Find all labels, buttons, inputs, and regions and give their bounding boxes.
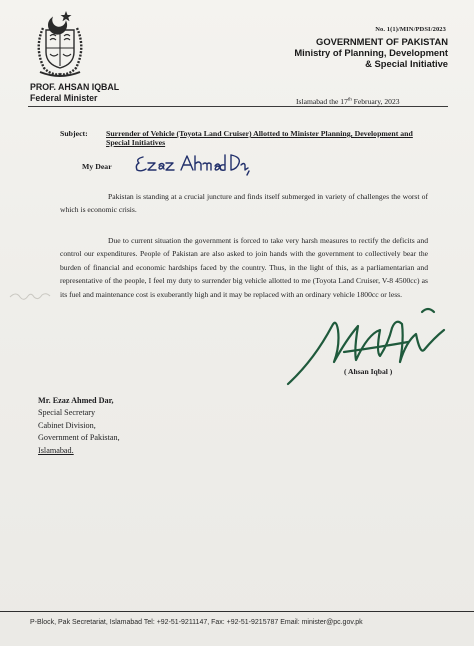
reference-number: No. 1(1)/MIN/PDSI/2023 <box>375 26 446 33</box>
salutation-label: My Dear <box>82 162 112 171</box>
letter-date: Islamabad the 17th February, 2023 <box>296 97 400 106</box>
minister-block <box>30 82 119 104</box>
footer-contact: P-Block, Pak Secretariat, Islamabad Tel: +92-51-9211147, Fax: +92-51-9215787 Email: minister@pc.gov.pk <box>30 619 363 626</box>
addressee-name: Mr. Ezaz Ahmed Dar, <box>38 396 114 405</box>
addressee-block <box>38 395 120 457</box>
body-paragraph-2: Due to current situation the government is forced to take very harsh measures to rectify the deficits and control our expenditures. People of Pakistan are also asked to join hands with the government to collectively bear the burden of financial and economic hardships faced by the country. Thus, in the light of this, as a parliamentarian and representative of the people, I feel my duty to surrender big vehicle allotted to me (Toyota Land Cruiser, V-8 4500cc) as its fuel and maintenance cost is exuberantly high and it may be replaced with an ordinary vehicle 1800cc or less. <box>60 235 428 299</box>
footer-divider <box>0 611 474 612</box>
ministry-heading <box>294 36 448 69</box>
addressee-city: Islamabad. <box>38 445 74 455</box>
body-paragraph-1: Pakistan is standing at a crucial juncture and finds itself submerged in variety of challenges the worst of which is economic crisis. <box>60 191 428 215</box>
signatory-name: ( Ahsan Iqbal ) <box>344 367 393 376</box>
addressee-government: Government of Pakistan, <box>38 433 120 443</box>
addressee-designation: Special Secretary <box>38 408 96 418</box>
minister-title: Federal Minister <box>30 93 98 103</box>
subject-label: Subject: <box>60 129 88 138</box>
ministry-line: Ministry of Planning, Development <box>294 47 448 58</box>
minister-signature <box>284 300 460 392</box>
state-emblem-icon <box>30 8 90 80</box>
margin-bleed-mark <box>8 288 58 302</box>
ministry-line-2: & Special Initiative <box>365 58 448 69</box>
government-line: GOVERNMENT OF PAKISTAN <box>316 36 448 47</box>
minister-name: PROF. AHSAN IQBAL <box>30 82 120 92</box>
subject-text: Surrender of Vehicle (Toyota Land Cruiser) Allotted to Minister Planning, Development and Special Initiatives <box>106 129 413 147</box>
header-divider <box>28 106 448 107</box>
handwritten-salutation-name <box>133 151 251 177</box>
addressee-division: Cabinet Division, <box>38 420 96 430</box>
